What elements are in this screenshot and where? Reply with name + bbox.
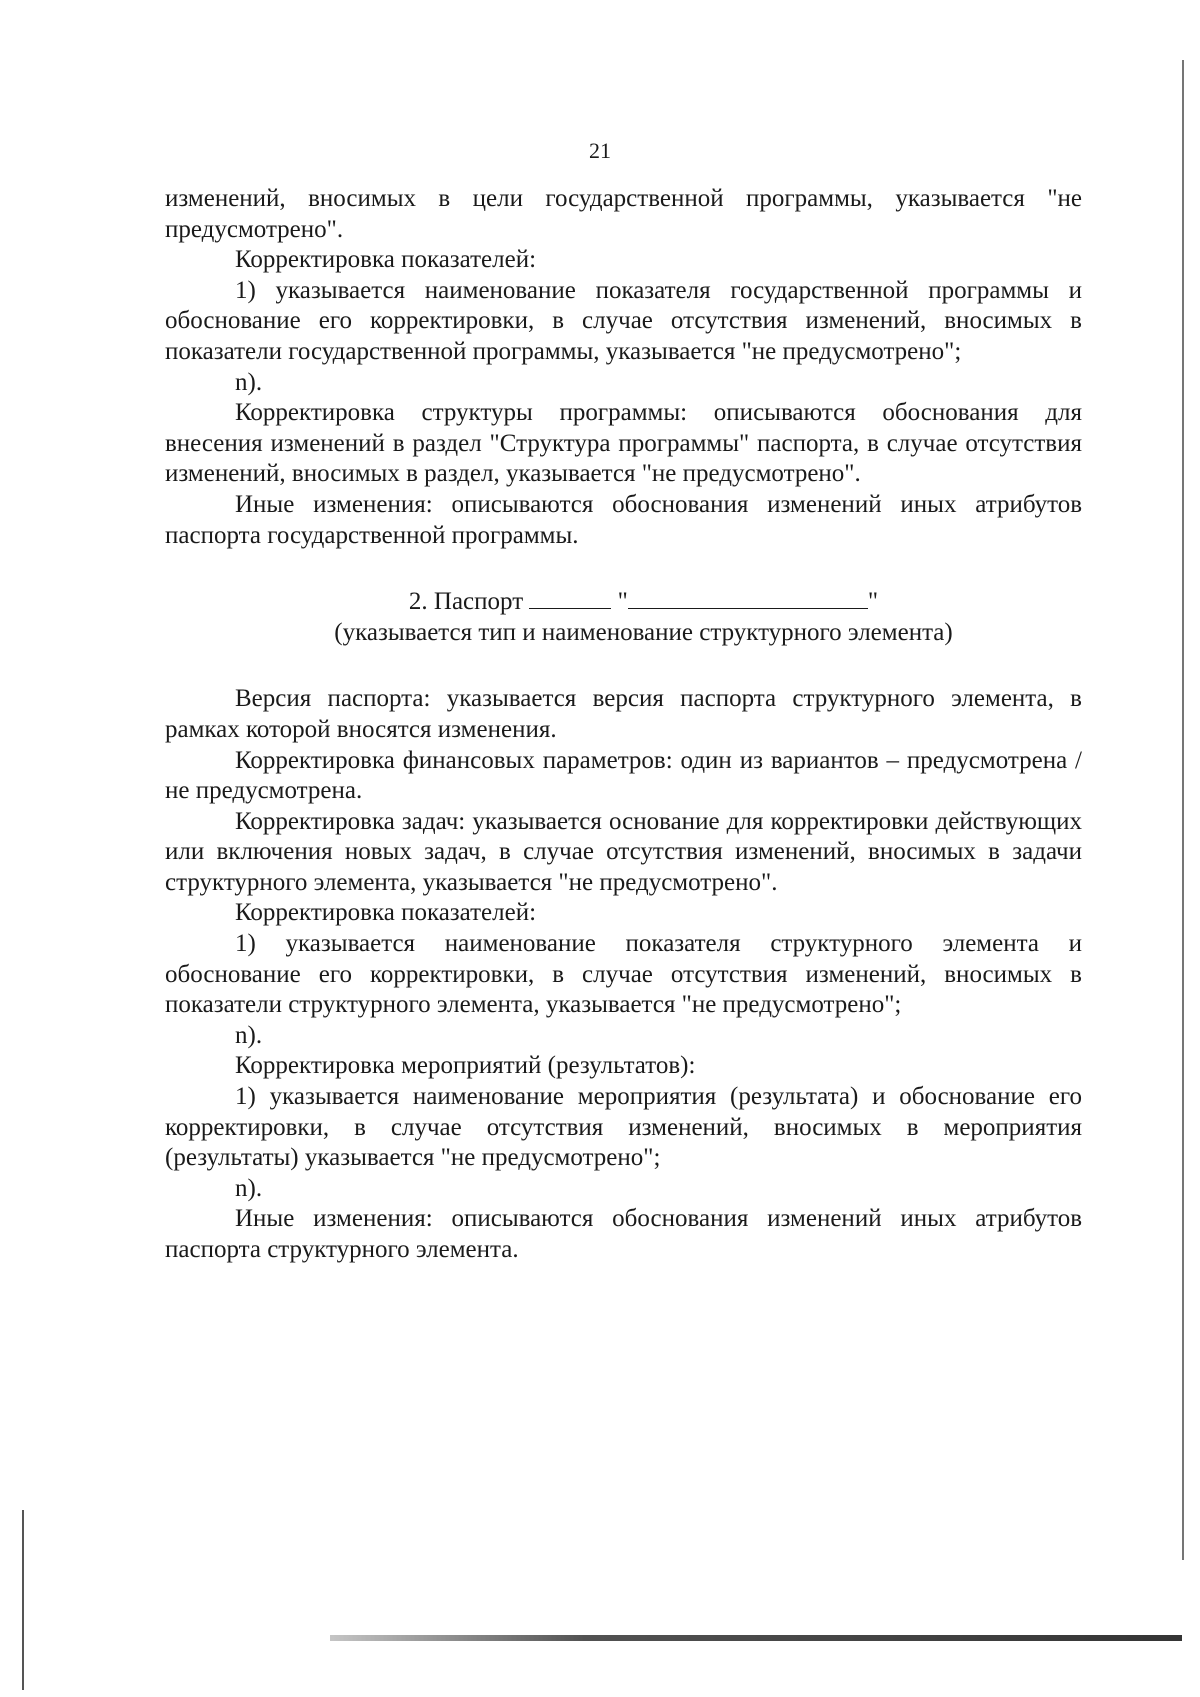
document-body xyxy=(165,184,1082,1266)
heading-quote-open: " xyxy=(617,588,628,616)
paragraph-indicators-item-1-2: 1) указывается наименование показателя структурного элемента и обоснование его корректировки, в случае отсутствия изменений, вносимых в показатели структурного элемента, указывается "не предусмотрено"; xyxy=(165,930,1082,1019)
section-heading-subtitle: (указывается тип и наименование структурного элемента) xyxy=(334,618,953,646)
scan-edge-bottom xyxy=(330,1635,1182,1641)
paragraph-financial-correction: Корректировка финансовых параметров: один из вариантов – предусмотрена / не предусмотрена. xyxy=(165,746,1082,805)
blank-name-line xyxy=(628,590,868,609)
paragraph-indicators-item-n: n). xyxy=(235,368,263,396)
paragraph-indicators-item-n-2: n). xyxy=(235,1021,263,1049)
heading-quote-close: " xyxy=(867,588,879,616)
page-number: 21 xyxy=(589,138,611,163)
paragraph-continuation: изменений, вносимых в цели государственной программы, указывается "не предусмотрено". xyxy=(165,185,1082,243)
scan-edge-right xyxy=(1182,60,1184,1560)
paragraph-events-item-n: n). xyxy=(235,1174,263,1202)
paragraph-structure-correction: Корректировка структуры программы: описываются обоснования для внесения изменений в раздел "Структура программы" паспорта, в случае отсутствия изменений, вносимых в раздел, указывается "не предусмотрено". xyxy=(165,399,1082,488)
paragraph-other-changes-2: Иные изменения: описываются обоснования изменений иных атрибутов паспорта структурного элемента. xyxy=(165,1205,1082,1263)
paragraph-indicators-heading-2: Корректировка показателей: xyxy=(235,899,537,927)
paragraph-indicators-item-1: 1) указывается наименование показателя государственной программы и обоснование его корректировки, в случае отсутствия изменений, вносимых в показатели государственной программы, указывается "не предусмотрено"; xyxy=(165,276,1082,365)
blank-type-line xyxy=(529,590,611,609)
scan-edge-left xyxy=(22,1510,24,1690)
paragraph-tasks-correction: Корректировка задач: указывается основание для корректировки действующих или включения новых задач, в случае отсутствия изменений, вносимых в задачи структурного элемента, указывается "не предусмотрено". xyxy=(165,807,1082,896)
paragraph-other-changes: Иные изменения: описываются обоснования изменений иных атрибутов паспорта государственной программы. xyxy=(165,490,1082,549)
paragraph-passport-version: Версия паспорта: указывается версия паспорта структурного элемента, в рамках которой вносятся изменения. xyxy=(165,685,1082,743)
paragraph-events-heading: Корректировка мероприятий (результатов): xyxy=(235,1052,696,1080)
heading-prefix: 2. Паспорт xyxy=(408,588,524,616)
paragraph-events-item-1: 1) указывается наименование мероприятия (результата) и обоснование его корректировки, в случае отсутствия изменений, вносимых в мероприятия (результаты) указывается "не предусмотрено"; xyxy=(165,1083,1082,1172)
paragraph-indicators-heading: Корректировка показателей: xyxy=(235,246,537,274)
section-heading xyxy=(205,587,1082,618)
